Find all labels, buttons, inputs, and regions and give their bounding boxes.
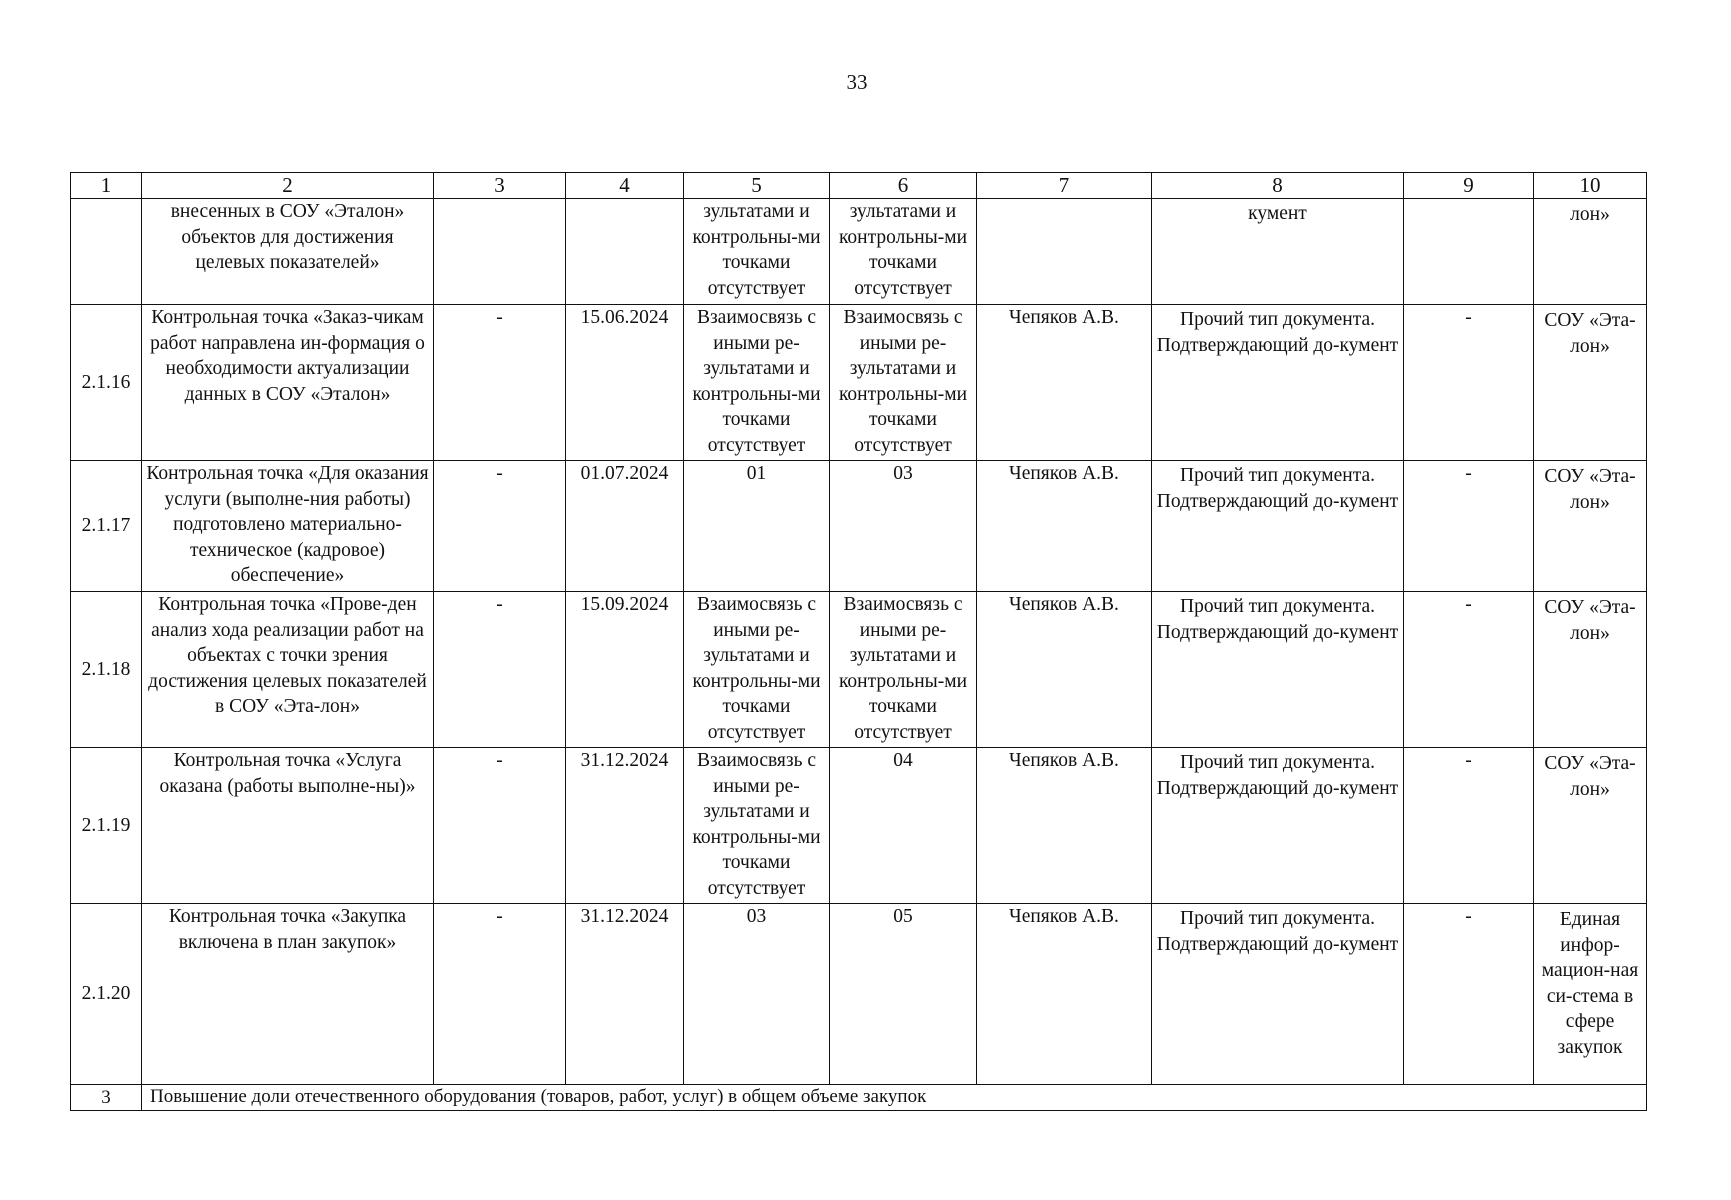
cell-date	[566, 199, 684, 305]
table-row	[71, 592, 1647, 748]
column-number-row	[71, 173, 1647, 199]
cell-col5: 01	[684, 461, 830, 592]
cell-col6: 04	[830, 748, 977, 904]
row-number: 2.1.17	[71, 461, 142, 592]
section-title: Повышение доли отечественного оборудования (товаров, работ, услуг) в общем объеме закупок	[142, 1085, 1647, 1111]
cell-responsible: Чепяков А.В.	[977, 592, 1152, 748]
plan-table	[70, 172, 1647, 1111]
cell-col3: -	[434, 904, 566, 1085]
column-header: 1	[71, 173, 142, 199]
column-header: 4	[566, 173, 684, 199]
cell-col3: -	[434, 461, 566, 592]
row-name: Контрольная точка «Услуга оказана (работы выполне-ны)»	[142, 748, 434, 904]
column-header: 6	[830, 173, 977, 199]
cell-col9: -	[1404, 461, 1534, 592]
cell-col5: 03	[684, 904, 830, 1085]
cell-document-type: Прочий тип документа. Подтверждающий до-кумент	[1152, 904, 1404, 1085]
column-header: 2	[142, 173, 434, 199]
row-number	[71, 199, 142, 305]
row-name: Контрольная точка «Для оказания услуги (выполне-ния работы) подготовлено материально-техническое (кадровое) обеспечение»	[142, 461, 434, 592]
section-number: 3	[71, 1085, 142, 1111]
table-row	[71, 904, 1647, 1085]
cell-col5: Взаимосвязь с иными ре-зультатами и контрольны-ми точками отсутствует	[684, 592, 830, 748]
cell-date: 15.09.2024	[566, 592, 684, 748]
table-row	[71, 305, 1647, 461]
cell-col3: -	[434, 592, 566, 748]
table-row	[71, 199, 1647, 305]
column-header: 9	[1404, 173, 1534, 199]
cell-system: Единая инфор-мацион-ная си-стема в сфере закупок	[1534, 904, 1647, 1085]
cell-date: 15.06.2024	[566, 305, 684, 461]
column-header: 7	[977, 173, 1152, 199]
cell-col9: -	[1404, 305, 1534, 461]
table-row	[71, 461, 1647, 592]
cell-responsible: Чепяков А.В.	[977, 305, 1152, 461]
cell-col3: -	[434, 748, 566, 904]
cell-system: СОУ «Эта-лон»	[1534, 592, 1647, 748]
cell-col5: Взаимосвязь с иными ре-зультатами и контрольны-ми точками отсутствует	[684, 748, 830, 904]
cell-responsible: Чепяков А.В.	[977, 748, 1152, 904]
cell-col6: 05	[830, 904, 977, 1085]
cell-date: 01.07.2024	[566, 461, 684, 592]
cell-col9: -	[1404, 904, 1534, 1085]
cell-document-type: кумент	[1152, 199, 1404, 305]
cell-responsible: Чепяков А.В.	[977, 904, 1152, 1085]
section-row	[71, 1085, 1647, 1111]
row-number: 2.1.16	[71, 305, 142, 461]
row-number: 2.1.20	[71, 904, 142, 1085]
cell-system: СОУ «Эта-лон»	[1534, 461, 1647, 592]
column-header: 8	[1152, 173, 1404, 199]
cell-col6: Взаимосвязь с иными ре-зультатами и контрольны-ми точками отсутствует	[830, 305, 977, 461]
cell-col3	[434, 199, 566, 305]
row-number: 2.1.18	[71, 592, 142, 748]
cell-system: СОУ «Эта-лон»	[1534, 305, 1647, 461]
column-header: 3	[434, 173, 566, 199]
row-name: Контрольная точка «Прове-ден анализ хода реализации работ на объектах с точки зрения достижения целевых показателей в СОУ «Эта-лон»	[142, 592, 434, 748]
cell-col5: Взаимосвязь с иными ре-зультатами и контрольны-ми точками отсутствует	[684, 305, 830, 461]
cell-col6: Взаимосвязь с иными ре-зультатами и контрольны-ми точками отсутствует	[830, 592, 977, 748]
cell-system: СОУ «Эта-лон»	[1534, 748, 1647, 904]
cell-col9	[1404, 199, 1534, 305]
cell-col9: -	[1404, 748, 1534, 904]
page-number: 33	[846, 70, 868, 94]
cell-col6: зультатами и контрольны-ми точками отсутствует	[830, 199, 977, 305]
cell-col9: -	[1404, 592, 1534, 748]
table-row	[71, 748, 1647, 904]
row-number: 2.1.19	[71, 748, 142, 904]
cell-document-type: Прочий тип документа. Подтверждающий до-кумент	[1152, 592, 1404, 748]
column-header: 10	[1534, 173, 1647, 199]
row-name: Контрольная точка «Закупка включена в план закупок»	[142, 904, 434, 1085]
row-name: Контрольная точка «Заказ-чикам работ направлена ин-формация о необходимости актуализации данных в СОУ «Эталон»	[142, 305, 434, 461]
cell-col5: зультатами и контрольны-ми точками отсутствует	[684, 199, 830, 305]
column-header: 5	[684, 173, 830, 199]
cell-col6: 03	[830, 461, 977, 592]
cell-col3: -	[434, 305, 566, 461]
cell-date: 31.12.2024	[566, 748, 684, 904]
cell-date: 31.12.2024	[566, 904, 684, 1085]
cell-document-type: Прочий тип документа. Подтверждающий до-кумент	[1152, 461, 1404, 592]
row-name: внесенных в СОУ «Эталон» объектов для достижения целевых показателей»	[142, 199, 434, 305]
cell-responsible: Чепяков А.В.	[977, 461, 1152, 592]
cell-document-type: Прочий тип документа. Подтверждающий до-кумент	[1152, 305, 1404, 461]
cell-document-type: Прочий тип документа. Подтверждающий до-кумент	[1152, 748, 1404, 904]
cell-responsible	[977, 199, 1152, 305]
cell-system: лон»	[1534, 199, 1647, 305]
